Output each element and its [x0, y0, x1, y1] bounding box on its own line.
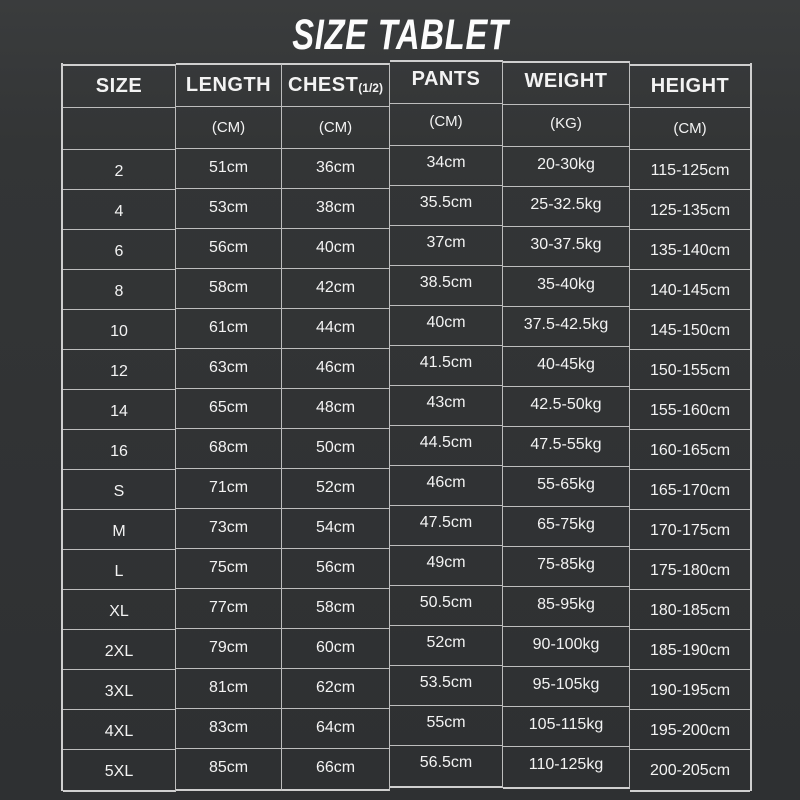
- value-pants: 34cm: [426, 153, 466, 171]
- cell-length-row-L: [176, 549, 281, 589]
- value-pants: 49cm: [426, 553, 466, 571]
- value-height: 190-195cm: [649, 681, 731, 699]
- value-height: 135-140cm: [649, 241, 731, 259]
- value-pants: 46cm: [426, 473, 466, 491]
- cell-pants-row-S: [390, 466, 502, 506]
- header-label-pants: PANTS: [411, 68, 481, 90]
- header-cell-size: [63, 66, 175, 108]
- cell-size-row-5XL: [63, 750, 175, 790]
- value-length: 77cm: [208, 598, 249, 616]
- cell-length-row-S: [176, 469, 281, 509]
- cell-chest-row-6: [282, 229, 389, 269]
- cell-pants-row-6: [390, 226, 502, 266]
- value-chest: 36cm: [315, 158, 356, 176]
- unit-cell-weight: [503, 105, 629, 147]
- cell-weight-row-12: [503, 347, 629, 387]
- value-size: 6: [114, 242, 124, 260]
- cell-size-row-3XL: [63, 670, 175, 710]
- unit-cell-length: [176, 107, 281, 149]
- cell-length-row-6: [176, 229, 281, 269]
- cell-size-row-M: [63, 510, 175, 550]
- cell-weight-row-M: [503, 507, 629, 547]
- value-weight: 105-115kg: [528, 715, 604, 733]
- cell-weight-row-16: [503, 427, 629, 467]
- value-height: 175-180cm: [649, 561, 731, 579]
- value-pants: 37cm: [426, 233, 466, 251]
- value-length: 73cm: [208, 518, 249, 536]
- value-weight: 30-37.5kg: [530, 235, 602, 253]
- unit-cell-pants: [390, 104, 502, 146]
- cell-pants-row-14: [390, 386, 502, 426]
- cell-height-row-10: [630, 310, 750, 350]
- value-height: 150-155cm: [649, 361, 731, 379]
- value-length: 83cm: [208, 718, 249, 736]
- cell-height-row-M: [630, 510, 750, 550]
- table-column-pants: [390, 60, 503, 788]
- cell-chest-row-S: [282, 469, 389, 509]
- cell-chest-row-12: [282, 349, 389, 389]
- cell-length-row-14: [176, 389, 281, 429]
- header-label-chest: CHEST(1/2): [288, 74, 383, 96]
- cell-size-row-XL: [63, 590, 175, 630]
- value-chest: 38cm: [315, 198, 356, 216]
- value-height: 165-170cm: [649, 481, 731, 499]
- value-size: 2: [114, 162, 124, 180]
- value-weight: 110-125kg: [528, 756, 604, 773]
- header-cell-weight: [503, 63, 629, 105]
- value-pants: 35.5cm: [419, 193, 473, 211]
- cell-height-row-4: [630, 190, 750, 230]
- cell-length-row-3XL: [176, 669, 281, 709]
- cell-size-row-16: [63, 430, 175, 470]
- header-label-size: SIZE: [95, 75, 143, 97]
- value-chest: 46cm: [315, 358, 356, 376]
- value-size: 8: [114, 282, 124, 300]
- value-length: 81cm: [208, 678, 249, 696]
- cell-chest-row-3XL: [282, 669, 389, 709]
- page-title-text: SIZE TABLET: [291, 11, 509, 59]
- table-column-height: [630, 64, 750, 792]
- value-size: S: [113, 482, 125, 500]
- cell-size-row-L: [63, 550, 175, 590]
- cell-chest-row-8: [282, 269, 389, 309]
- cell-weight-row-3XL: [503, 667, 629, 707]
- value-chest: 52cm: [315, 478, 356, 496]
- cell-height-row-XL: [630, 590, 750, 630]
- value-weight: 55-65kg: [537, 475, 595, 493]
- value-chest: 60cm: [315, 638, 356, 656]
- cell-weight-row-5XL: [503, 747, 629, 787]
- cell-weight-row-2: [503, 147, 629, 187]
- value-size: 4XL: [104, 722, 134, 740]
- value-length: 65cm: [208, 398, 249, 416]
- value-chest: 48cm: [315, 398, 356, 416]
- cell-size-row-14: [63, 390, 175, 430]
- value-pants: 56.5cm: [419, 754, 473, 771]
- cell-pants-row-3XL: [390, 666, 502, 706]
- cell-chest-row-L: [282, 549, 389, 589]
- cell-height-row-4XL: [630, 710, 750, 750]
- value-length: 75cm: [208, 558, 249, 576]
- value-pants: 43cm: [426, 393, 466, 411]
- cell-height-row-2XL: [630, 630, 750, 670]
- header-label-height: HEIGHT: [650, 75, 730, 97]
- value-chest: 62cm: [315, 678, 356, 696]
- cell-length-row-4: [176, 189, 281, 229]
- value-length: 71cm: [208, 478, 249, 496]
- cell-pants-row-4: [390, 186, 502, 226]
- value-size: 4: [114, 202, 124, 220]
- cell-weight-row-L: [503, 547, 629, 587]
- value-height: 200-205cm: [649, 762, 731, 779]
- unit-label-weight: (KG): [550, 115, 582, 132]
- value-weight: 95-105kg: [532, 675, 600, 693]
- cell-chest-row-5XL: [282, 749, 389, 789]
- unit-label-length: (CM): [211, 119, 246, 136]
- value-height: 185-190cm: [649, 641, 731, 659]
- value-pants: 40cm: [426, 313, 466, 331]
- value-weight: 65-75kg: [537, 515, 595, 533]
- cell-size-row-6: [63, 230, 175, 270]
- cell-height-row-L: [630, 550, 750, 590]
- value-chest: 54cm: [315, 518, 356, 536]
- value-chest: 44cm: [315, 318, 356, 336]
- cell-length-row-10: [176, 309, 281, 349]
- size-table: [61, 63, 752, 791]
- value-chest: 58cm: [315, 598, 356, 616]
- cell-size-row-S: [63, 470, 175, 510]
- value-chest: 42cm: [315, 278, 356, 296]
- cell-length-row-5XL: [176, 749, 281, 789]
- cell-size-row-12: [63, 350, 175, 390]
- header-cell-pants: [390, 62, 502, 104]
- value-chest: 50cm: [315, 438, 356, 456]
- value-height: 140-145cm: [649, 281, 731, 299]
- cell-length-row-16: [176, 429, 281, 469]
- cell-pants-row-12: [390, 346, 502, 386]
- value-pants: 53.5cm: [419, 673, 473, 691]
- unit-cell-chest: [282, 107, 389, 149]
- table-column-chest: [282, 63, 390, 791]
- cell-weight-row-4: [503, 187, 629, 227]
- value-chest: 66cm: [315, 759, 356, 776]
- cell-chest-row-2: [282, 149, 389, 189]
- header-label-weight: WEIGHT: [524, 70, 608, 92]
- cell-pants-row-8: [390, 266, 502, 306]
- header-cell-chest: [282, 65, 389, 107]
- value-pants: 55cm: [426, 713, 466, 731]
- cell-height-row-3XL: [630, 670, 750, 710]
- cell-pants-row-16: [390, 426, 502, 466]
- value-height: 160-165cm: [649, 441, 731, 459]
- cell-height-row-8: [630, 270, 750, 310]
- value-chest: 56cm: [315, 558, 356, 576]
- value-weight: 90-100kg: [532, 635, 600, 653]
- table-column-weight: [503, 61, 630, 789]
- cell-size-row-4XL: [63, 710, 175, 750]
- cell-pants-row-4XL: [390, 706, 502, 746]
- cell-length-row-4XL: [176, 709, 281, 749]
- value-height: 115-125cm: [650, 161, 730, 179]
- header-label-suffix-chest: (1/2): [358, 81, 383, 95]
- value-weight: 25-32.5kg: [530, 195, 602, 213]
- value-pants: 38.5cm: [419, 273, 473, 291]
- header-cell-height: [630, 66, 750, 108]
- cell-chest-row-4XL: [282, 709, 389, 749]
- value-height: 145-150cm: [649, 321, 731, 339]
- value-size: 5XL: [104, 763, 134, 780]
- cell-chest-row-M: [282, 509, 389, 549]
- value-height: 155-160cm: [649, 401, 731, 419]
- value-pants: 50.5cm: [419, 593, 473, 611]
- value-weight: 75-85kg: [537, 555, 595, 573]
- cell-size-row-4: [63, 190, 175, 230]
- unit-cell-height: [630, 108, 750, 150]
- value-size: L: [114, 562, 124, 580]
- value-height: 180-185cm: [649, 601, 731, 619]
- value-height: 170-175cm: [649, 521, 731, 539]
- cell-chest-row-XL: [282, 589, 389, 629]
- cell-weight-row-6: [503, 227, 629, 267]
- table-column-size: [63, 64, 176, 792]
- cell-pants-row-10: [390, 306, 502, 346]
- value-pants: 52cm: [426, 633, 466, 651]
- cell-weight-row-4XL: [503, 707, 629, 747]
- page-title: [0, 0, 800, 57]
- value-size: XL: [109, 602, 129, 620]
- cell-chest-row-14: [282, 389, 389, 429]
- value-length: 51cm: [208, 158, 249, 176]
- cell-length-row-M: [176, 509, 281, 549]
- value-length: 85cm: [208, 759, 249, 776]
- cell-length-row-2XL: [176, 629, 281, 669]
- value-length: 56cm: [208, 238, 249, 256]
- cell-weight-row-10: [503, 307, 629, 347]
- value-size: 12: [110, 362, 128, 380]
- value-pants: 44.5cm: [419, 433, 473, 451]
- cell-weight-row-S: [503, 467, 629, 507]
- cell-pants-row-2XL: [390, 626, 502, 666]
- value-weight: 47.5-55kg: [530, 435, 602, 453]
- value-weight: 85-95kg: [537, 595, 595, 613]
- cell-size-row-2: [63, 150, 175, 190]
- cell-pants-row-M: [390, 506, 502, 546]
- table-column-length: [176, 63, 282, 791]
- value-height: 125-135cm: [649, 201, 731, 219]
- value-weight: 20-30kg: [537, 155, 595, 173]
- cell-pants-row-2: [390, 146, 502, 186]
- value-pants: 41.5cm: [419, 353, 473, 371]
- cell-length-row-8: [176, 269, 281, 309]
- value-length: 63cm: [208, 358, 249, 376]
- cell-pants-row-5XL: [390, 746, 502, 786]
- cell-chest-row-2XL: [282, 629, 389, 669]
- value-size: M: [112, 522, 126, 540]
- value-weight: 37.5-42.5kg: [523, 315, 609, 333]
- cell-height-row-2: [630, 150, 750, 190]
- cell-length-row-12: [176, 349, 281, 389]
- value-chest: 40cm: [315, 238, 356, 256]
- cell-pants-row-XL: [390, 586, 502, 626]
- unit-label-chest: (CM): [318, 119, 353, 136]
- value-length: 53cm: [208, 198, 249, 216]
- value-length: 68cm: [208, 438, 249, 456]
- value-size: 16: [110, 442, 128, 460]
- unit-label-pants: (CM): [429, 113, 463, 130]
- value-size: 14: [110, 402, 128, 420]
- cell-height-row-6: [630, 230, 750, 270]
- unit-label-height: (CM): [673, 120, 707, 137]
- cell-chest-row-4: [282, 189, 389, 229]
- cell-height-row-12: [630, 350, 750, 390]
- cell-height-row-14: [630, 390, 750, 430]
- header-cell-length: [176, 65, 281, 107]
- cell-length-row-2: [176, 149, 281, 189]
- value-length: 79cm: [208, 638, 249, 656]
- value-size: 2XL: [104, 642, 134, 660]
- cell-size-row-10: [63, 310, 175, 350]
- cell-weight-row-8: [503, 267, 629, 307]
- cell-weight-row-14: [503, 387, 629, 427]
- header-label-length: LENGTH: [185, 74, 272, 96]
- cell-height-row-16: [630, 430, 750, 470]
- cell-pants-row-L: [390, 546, 502, 586]
- cell-chest-row-16: [282, 429, 389, 469]
- value-chest: 64cm: [315, 718, 356, 736]
- value-weight: 35-40kg: [537, 275, 595, 293]
- cell-chest-row-10: [282, 309, 389, 349]
- cell-weight-row-XL: [503, 587, 629, 627]
- cell-weight-row-2XL: [503, 627, 629, 667]
- cell-size-row-2XL: [63, 630, 175, 670]
- value-height: 195-200cm: [649, 721, 731, 739]
- cell-length-row-XL: [176, 589, 281, 629]
- value-size: 10: [110, 322, 128, 340]
- unit-cell-size: [63, 108, 175, 150]
- value-weight: 40-45kg: [537, 355, 595, 373]
- value-length: 58cm: [208, 278, 249, 296]
- cell-size-row-8: [63, 270, 175, 310]
- cell-height-row-5XL: [630, 750, 750, 790]
- value-pants: 47.5cm: [419, 513, 473, 531]
- cell-height-row-S: [630, 470, 750, 510]
- value-length: 61cm: [208, 318, 249, 336]
- value-weight: 42.5-50kg: [530, 395, 602, 413]
- value-size: 3XL: [104, 682, 134, 700]
